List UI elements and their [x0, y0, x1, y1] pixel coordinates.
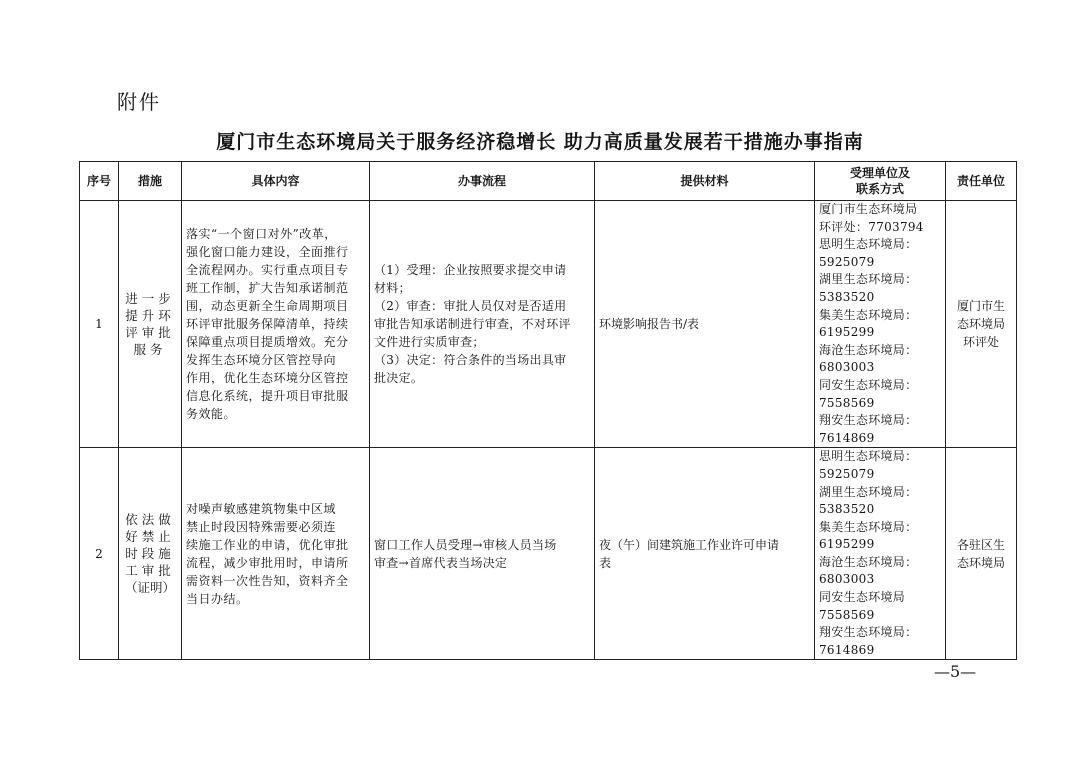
- page-title: 厦门市生态环境局关于服务经济稳增长 助力高质量发展若干措施办事指南: [216, 131, 864, 153]
- contact-line: 集美生态环境局：: [819, 519, 918, 534]
- contact-line: 翔安生态环境局：: [819, 413, 918, 428]
- measure-line: （证明）: [124, 580, 175, 596]
- process-line: 材料；: [374, 281, 411, 296]
- contact-line: 同安生态环境局: [819, 590, 906, 605]
- row-responsible: [946, 448, 1017, 660]
- contact-line: 思明生态环境局：: [819, 449, 918, 464]
- content-line: 作用，优化生态环境分区管控: [186, 371, 349, 386]
- row-content: [182, 448, 370, 660]
- contact-line: 5383520: [819, 289, 875, 304]
- contact-line: 湖里生态环境局：: [819, 484, 918, 499]
- header-seq: 序号: [80, 162, 119, 201]
- contact-line: 7614869: [819, 430, 875, 445]
- measure-line: 评审批: [125, 325, 175, 341]
- contact-line: 湖里生态环境局：: [819, 272, 918, 287]
- row-contact: [815, 201, 946, 448]
- responsible-line: 厦门市生: [956, 299, 1005, 314]
- attachment-label: 附件: [117, 90, 161, 114]
- contact-line: 5925079: [819, 254, 875, 269]
- contact-line: 5925079: [819, 466, 875, 481]
- header-content: 具体内容: [182, 162, 370, 201]
- contact-line: 7558569: [819, 395, 875, 410]
- row-process: [370, 448, 595, 660]
- page-number: —5—: [934, 662, 977, 681]
- row-contact: [815, 448, 946, 660]
- row-measure: [119, 201, 182, 448]
- content-line: 环评审批服务保障清单，持续: [186, 317, 349, 332]
- row-materials: [595, 448, 815, 660]
- process-line: 审批告知承诺制进行审查，不对环评: [374, 317, 571, 332]
- contact-line: 厦门市生态环境局: [819, 202, 918, 216]
- contact-line: 6195299: [819, 537, 875, 552]
- content-line: 围，动态更新全生命周期项目: [186, 299, 349, 314]
- process-line: 文件进行实质审查；: [374, 335, 485, 350]
- table-header-row: [80, 162, 1017, 201]
- content-line: 需资料一次性告知，资料齐全: [186, 573, 349, 588]
- responsible-line: 各驻区生: [956, 537, 1005, 552]
- row-seq: 2: [80, 448, 119, 660]
- contact-line: 5383520: [819, 502, 875, 517]
- contact-line: 翔安生态环境局：: [819, 625, 918, 640]
- row-responsible: [946, 201, 1017, 448]
- measure-line: 服务: [133, 342, 167, 358]
- materials-line: 表: [599, 555, 612, 570]
- process-line: （1）受理：企业按照要求提交申请: [374, 263, 567, 278]
- contact-line: 同安生态环境局：: [819, 377, 918, 392]
- measure-line: 时段施: [125, 546, 175, 562]
- header-contact: [815, 162, 946, 201]
- content-line: 保障重点项目提质增效。充分: [186, 335, 349, 350]
- header-contact-line: 受理单位及: [849, 166, 910, 180]
- row-process: [370, 201, 595, 448]
- content-line: 信息化系统，提升项目审批服: [186, 389, 349, 404]
- contact-line: 6803003: [819, 360, 875, 375]
- table-row: [80, 448, 1017, 660]
- row-seq: 1: [80, 201, 119, 448]
- contact-line: 7558569: [819, 607, 875, 622]
- contact-line: 6195299: [819, 325, 875, 340]
- process-line: 批决定。: [374, 371, 424, 386]
- row-materials: 环境影响报告书/表: [595, 201, 815, 448]
- contact-line: 思明生态环境局：: [819, 237, 918, 252]
- content-line: 禁止时段因特殊需要必须连: [186, 519, 337, 534]
- contact-line: 集美生态环境局：: [819, 307, 918, 322]
- process-line: 审查→首席代表当场决定: [374, 555, 508, 570]
- header-measure: 措施: [119, 162, 182, 201]
- measure-line: 依法做: [125, 512, 175, 528]
- contact-line: 6803003: [819, 572, 875, 587]
- responsible-line: 环评处: [962, 335, 999, 350]
- process-line: （3）决定：符合条件的当场出具审: [374, 353, 567, 368]
- measure-line: 进一步: [125, 291, 175, 307]
- content-line: 班工作制，扩大告知承诺制范: [186, 281, 349, 296]
- content-line: 务效能。: [186, 407, 237, 422]
- process-line: （2）审查：审批人员仅对是否适用: [374, 299, 567, 314]
- row-measure: [119, 448, 182, 660]
- row-content: [182, 201, 370, 448]
- header-contact-line: 联系方式: [855, 182, 904, 196]
- content-line: 落实“一个窗口对外”改革，: [186, 227, 337, 242]
- content-line: 全流程网办。实行重点项目专: [186, 263, 349, 278]
- content-line: 强化窗口能力建设，全面推行: [186, 245, 349, 260]
- header-responsible: 责任单位: [946, 162, 1017, 201]
- content-line: 当日办结。: [186, 591, 249, 606]
- table-row: [80, 201, 1017, 448]
- contact-line: 7614869: [819, 642, 875, 657]
- materials-line: 夜（午）间建筑施工作业许可申请: [599, 537, 780, 552]
- measure-line: 提升环: [125, 308, 175, 324]
- responsible-line: 态环境局: [956, 555, 1005, 570]
- content-line: 对噪声敏感建筑物集中区域: [186, 501, 337, 516]
- responsible-line: 态环境局: [956, 317, 1005, 332]
- measure-line: 工审批: [125, 563, 175, 579]
- contact-line: 环评处：7703794: [819, 219, 924, 234]
- measure-line: 好禁止: [125, 529, 175, 545]
- content-line: 发挥生态环境分区管控导向: [186, 353, 337, 368]
- process-line: 窗口工作人员受理→审核人员当场: [374, 537, 557, 552]
- content-line: 续施工作业的申请，优化审批: [186, 537, 349, 552]
- guide-table: [79, 161, 1017, 660]
- header-process: 办事流程: [370, 162, 595, 201]
- contact-line: 海沧生态环境局：: [819, 342, 918, 357]
- header-materials: 提供材料: [595, 162, 815, 201]
- content-line: 流程，减少审批用时，申请所: [186, 555, 349, 570]
- contact-line: 海沧生态环境局：: [819, 554, 918, 569]
